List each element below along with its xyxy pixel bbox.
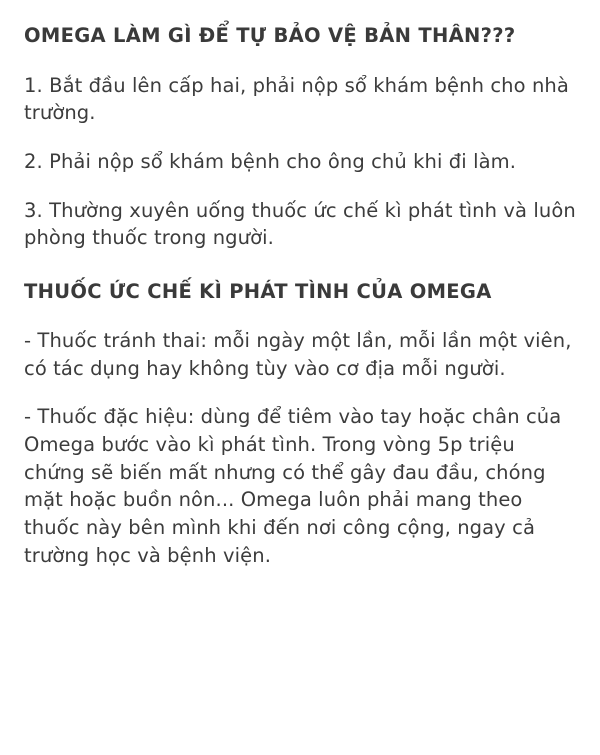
list-item: - Thuốc đặc hiệu: dùng để tiêm vào tay hoặc chân của Omega bước vào kì phát tình. Trong vòng 5p triệu chứng sẽ biến mất nhưng có thể gây đau đầu, chóng mặt hoặc buồn nôn... Omega luôn phải mang theo thuốc này bên mình khi đến nơi công cộng, ngay cả trường học và bệnh viện. — [24, 405, 562, 567]
list-item: 3. Thường xuyên uống thuốc ức chế kì phát tình và luôn phòng thuốc trong người. — [24, 198, 576, 250]
list-item: 1. Bắt đầu lên cấp hai, phải nộp sổ khám bệnh cho nhà trường. — [24, 73, 569, 125]
section-title: THUỐC ỨC CHẾ KÌ PHÁT TÌNH CỦA OMEGA — [24, 280, 492, 304]
list-item: 2. Phải nộp sổ khám bệnh cho ông chủ khi đi làm. — [24, 150, 517, 174]
list-item: - Thuốc tránh thai: mỗi ngày một lần, mỗi lần một viên, có tác dụng hay không tùy vào cơ địa mỗi người. — [24, 328, 572, 380]
page-title: OMEGA LÀM GÌ ĐỂ TỰ BẢO VỆ BẢN THÂN??? — [24, 24, 516, 47]
